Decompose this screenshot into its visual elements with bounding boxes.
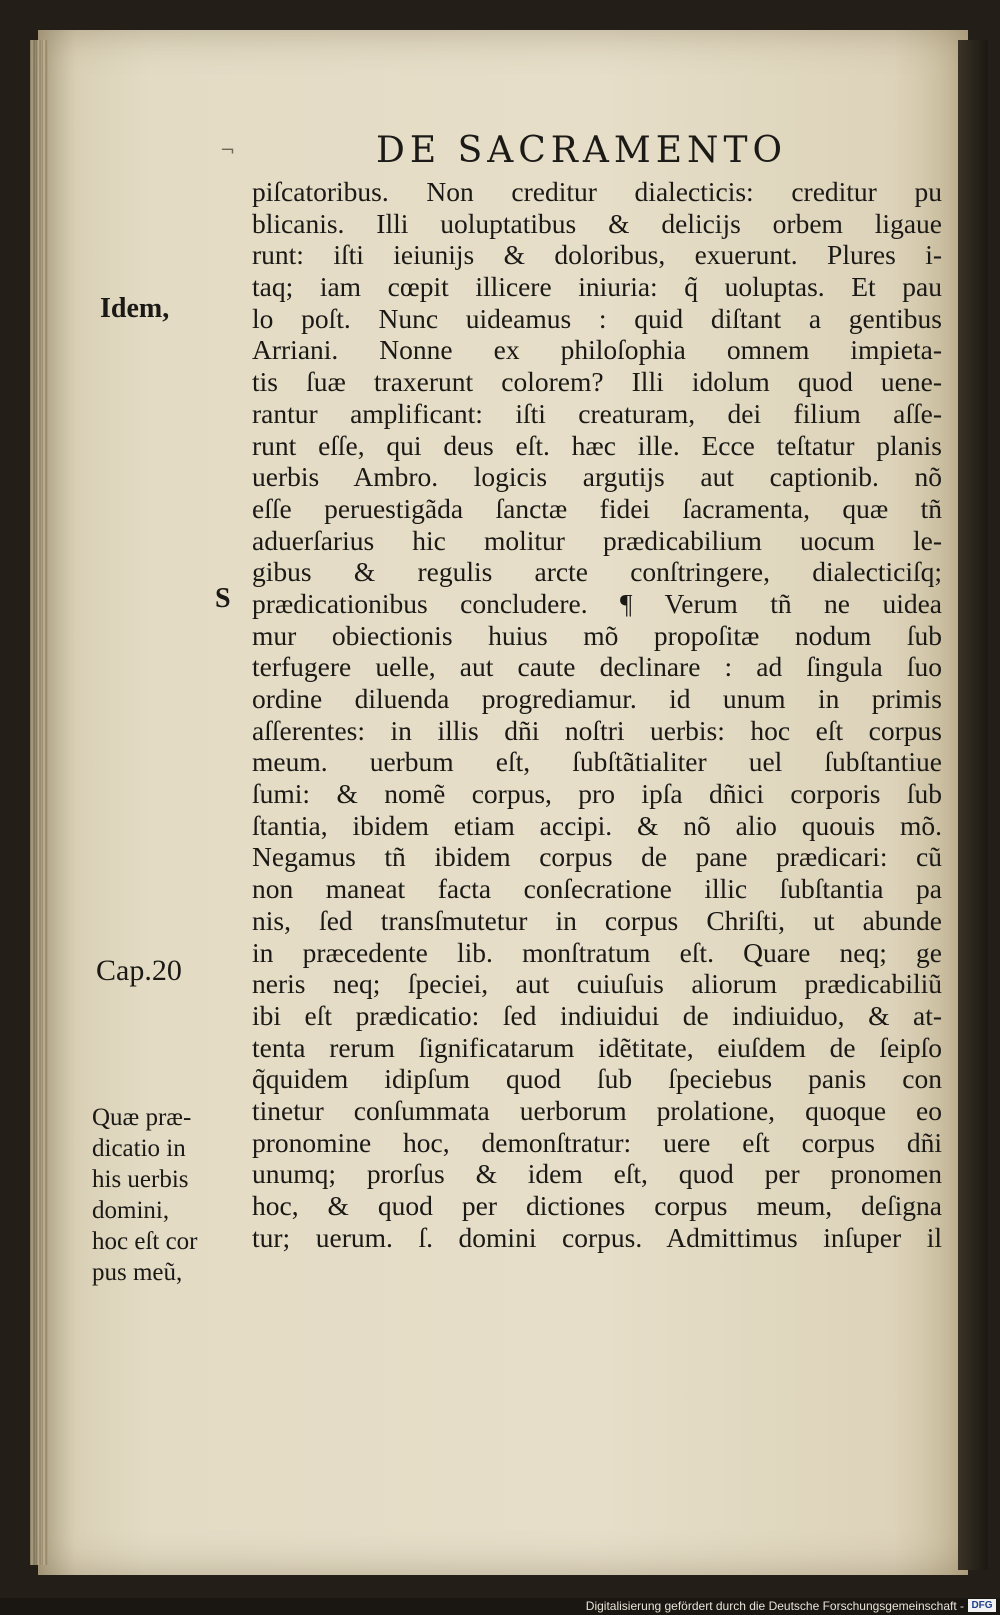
margin-note-line: Quæ præ- [92, 1104, 192, 1131]
text-line: lo poſt. Nunc uideamus : quid diſtant a gentibus [252, 302, 942, 334]
text-line: Arriani. Nonne ex philoſophia omnem impieta- [252, 334, 942, 366]
text-line: blicanis. Illi uoluptatibus & delicijs orbem ligaue [252, 207, 942, 239]
book-binding-edge [958, 40, 988, 1570]
body-text [252, 176, 942, 1253]
text-line: runt eſſe, qui deus eſt. hæc ille. Ecce teſtatur planis [252, 429, 942, 461]
text-line: tis ſuæ traxerunt colorem? Illi idolum quod uene- [252, 366, 942, 398]
dfg-logo: DFG [968, 1599, 996, 1612]
text-line: rantur amplificant: iſti creaturam, dei filium aſſe- [252, 397, 942, 429]
text-line: ſumi: & nomẽ corpus, pro ipſa dñici corporis ſub [252, 778, 942, 810]
margin-note-line: pus meũ, [92, 1259, 183, 1286]
margin-note-line: his uerbis [92, 1166, 189, 1193]
text-line: in præcedente lib. monſtratum eſt. Quare neq; ge [252, 936, 942, 968]
text-line: terfugere uelle, aut caute declinare : ad ſingula ſuo [252, 651, 942, 683]
page-stack-edge [30, 40, 48, 1565]
text-line: aſſerentes: in illis dñi noſtri uerbis: hoc eſt corpus [252, 714, 942, 746]
text-line: aduerſarius hic molitur prædicabilium uocum le- [252, 524, 942, 556]
text-line: ibi eſt prædicatio: ſed indiuidui de indiuiduo, & at- [252, 999, 942, 1031]
text-line: q̃quidem idipſum quod ſub ſpeciebus panis con [252, 1063, 942, 1095]
text-line: neris neq; ſpeciei, aut cuiuſuis aliorum prædicabiliũ [252, 968, 942, 1000]
text-line: mur obiectionis huius mõ propoſitæ nodum ſub [252, 619, 942, 651]
text-line: meum. uerbum eſt, ſubſtãtialiter uel ſubſtantiue [252, 746, 942, 778]
margin-mark-s: S [215, 583, 231, 614]
text-line: prædicationibus concludere. ¶ Verum tñ ne uidea [252, 587, 942, 619]
text-line: piſcatoribus. Non creditur dialecticis: creditur pu [252, 176, 942, 207]
text-line: tinetur conſummata uerborum prolatione, quoque eo [252, 1094, 942, 1126]
corner-mark: ¬ [220, 140, 236, 161]
text-line: Negamus tñ ibidem corpus de pane prædicari: cũ [252, 841, 942, 873]
text-line: runt: iſti ieiunijs & doloribus, exuerunt. Plures i- [252, 239, 942, 271]
margin-note-idem: Idem, [100, 293, 170, 324]
text-line: nis, ſed transſmutetur in corpus Chriſti, ut abunde [252, 904, 942, 936]
text-line: gibus & regulis arcte conſtringere, dialecticiſq; [252, 556, 942, 588]
text-line: tur; uerum. ſ. domini corpus. Admittimus inſuper il [252, 1221, 942, 1253]
digitization-credit: Digitalisierung gefördert durch die Deutsche Forschungsgemeinschaft - [585, 1599, 964, 1613]
text-line: taq; iam cœpit illicere iniuria: q̃ uoluptas. Et pau [252, 271, 942, 303]
text-line: ſtantia, ibidem etiam accipi. & nõ alio quouis mõ. [252, 809, 942, 841]
margin-chapter-label: Cap.20 [96, 954, 182, 987]
page-title: DE SACRAMENTO [376, 130, 788, 171]
text-line: ordine diluenda progrediamur. id unum in primis [252, 683, 942, 714]
text-line: eſſe peruestigãda ſanctæ fidei ſacramenta, quæ tñ [252, 492, 942, 524]
text-line: unumq; prorſus & idem eſt, quod per pronomen [252, 1158, 942, 1190]
margin-note-line: domini, [92, 1197, 170, 1224]
margin-note-gloss [92, 1102, 242, 1288]
margin-note-line: hoc eſt cor [92, 1228, 198, 1255]
margin-note-line: dicatio in [92, 1135, 186, 1162]
text-line: uerbis Ambro. logicis argutijs aut captionib. nõ [252, 461, 942, 493]
text-line: hoc, & quod per dictiones corpus meum, deſigna [252, 1190, 942, 1221]
text-line: tenta rerum ſignificatarum idẽtitate, eiuſdem de ſeipſo [252, 1031, 942, 1063]
text-line: non maneat facta conſecratione illic ſubſtantia pa [252, 873, 942, 905]
text-line: pronomine hoc, demonſtratur: uere eſt corpus dñi [252, 1126, 942, 1158]
